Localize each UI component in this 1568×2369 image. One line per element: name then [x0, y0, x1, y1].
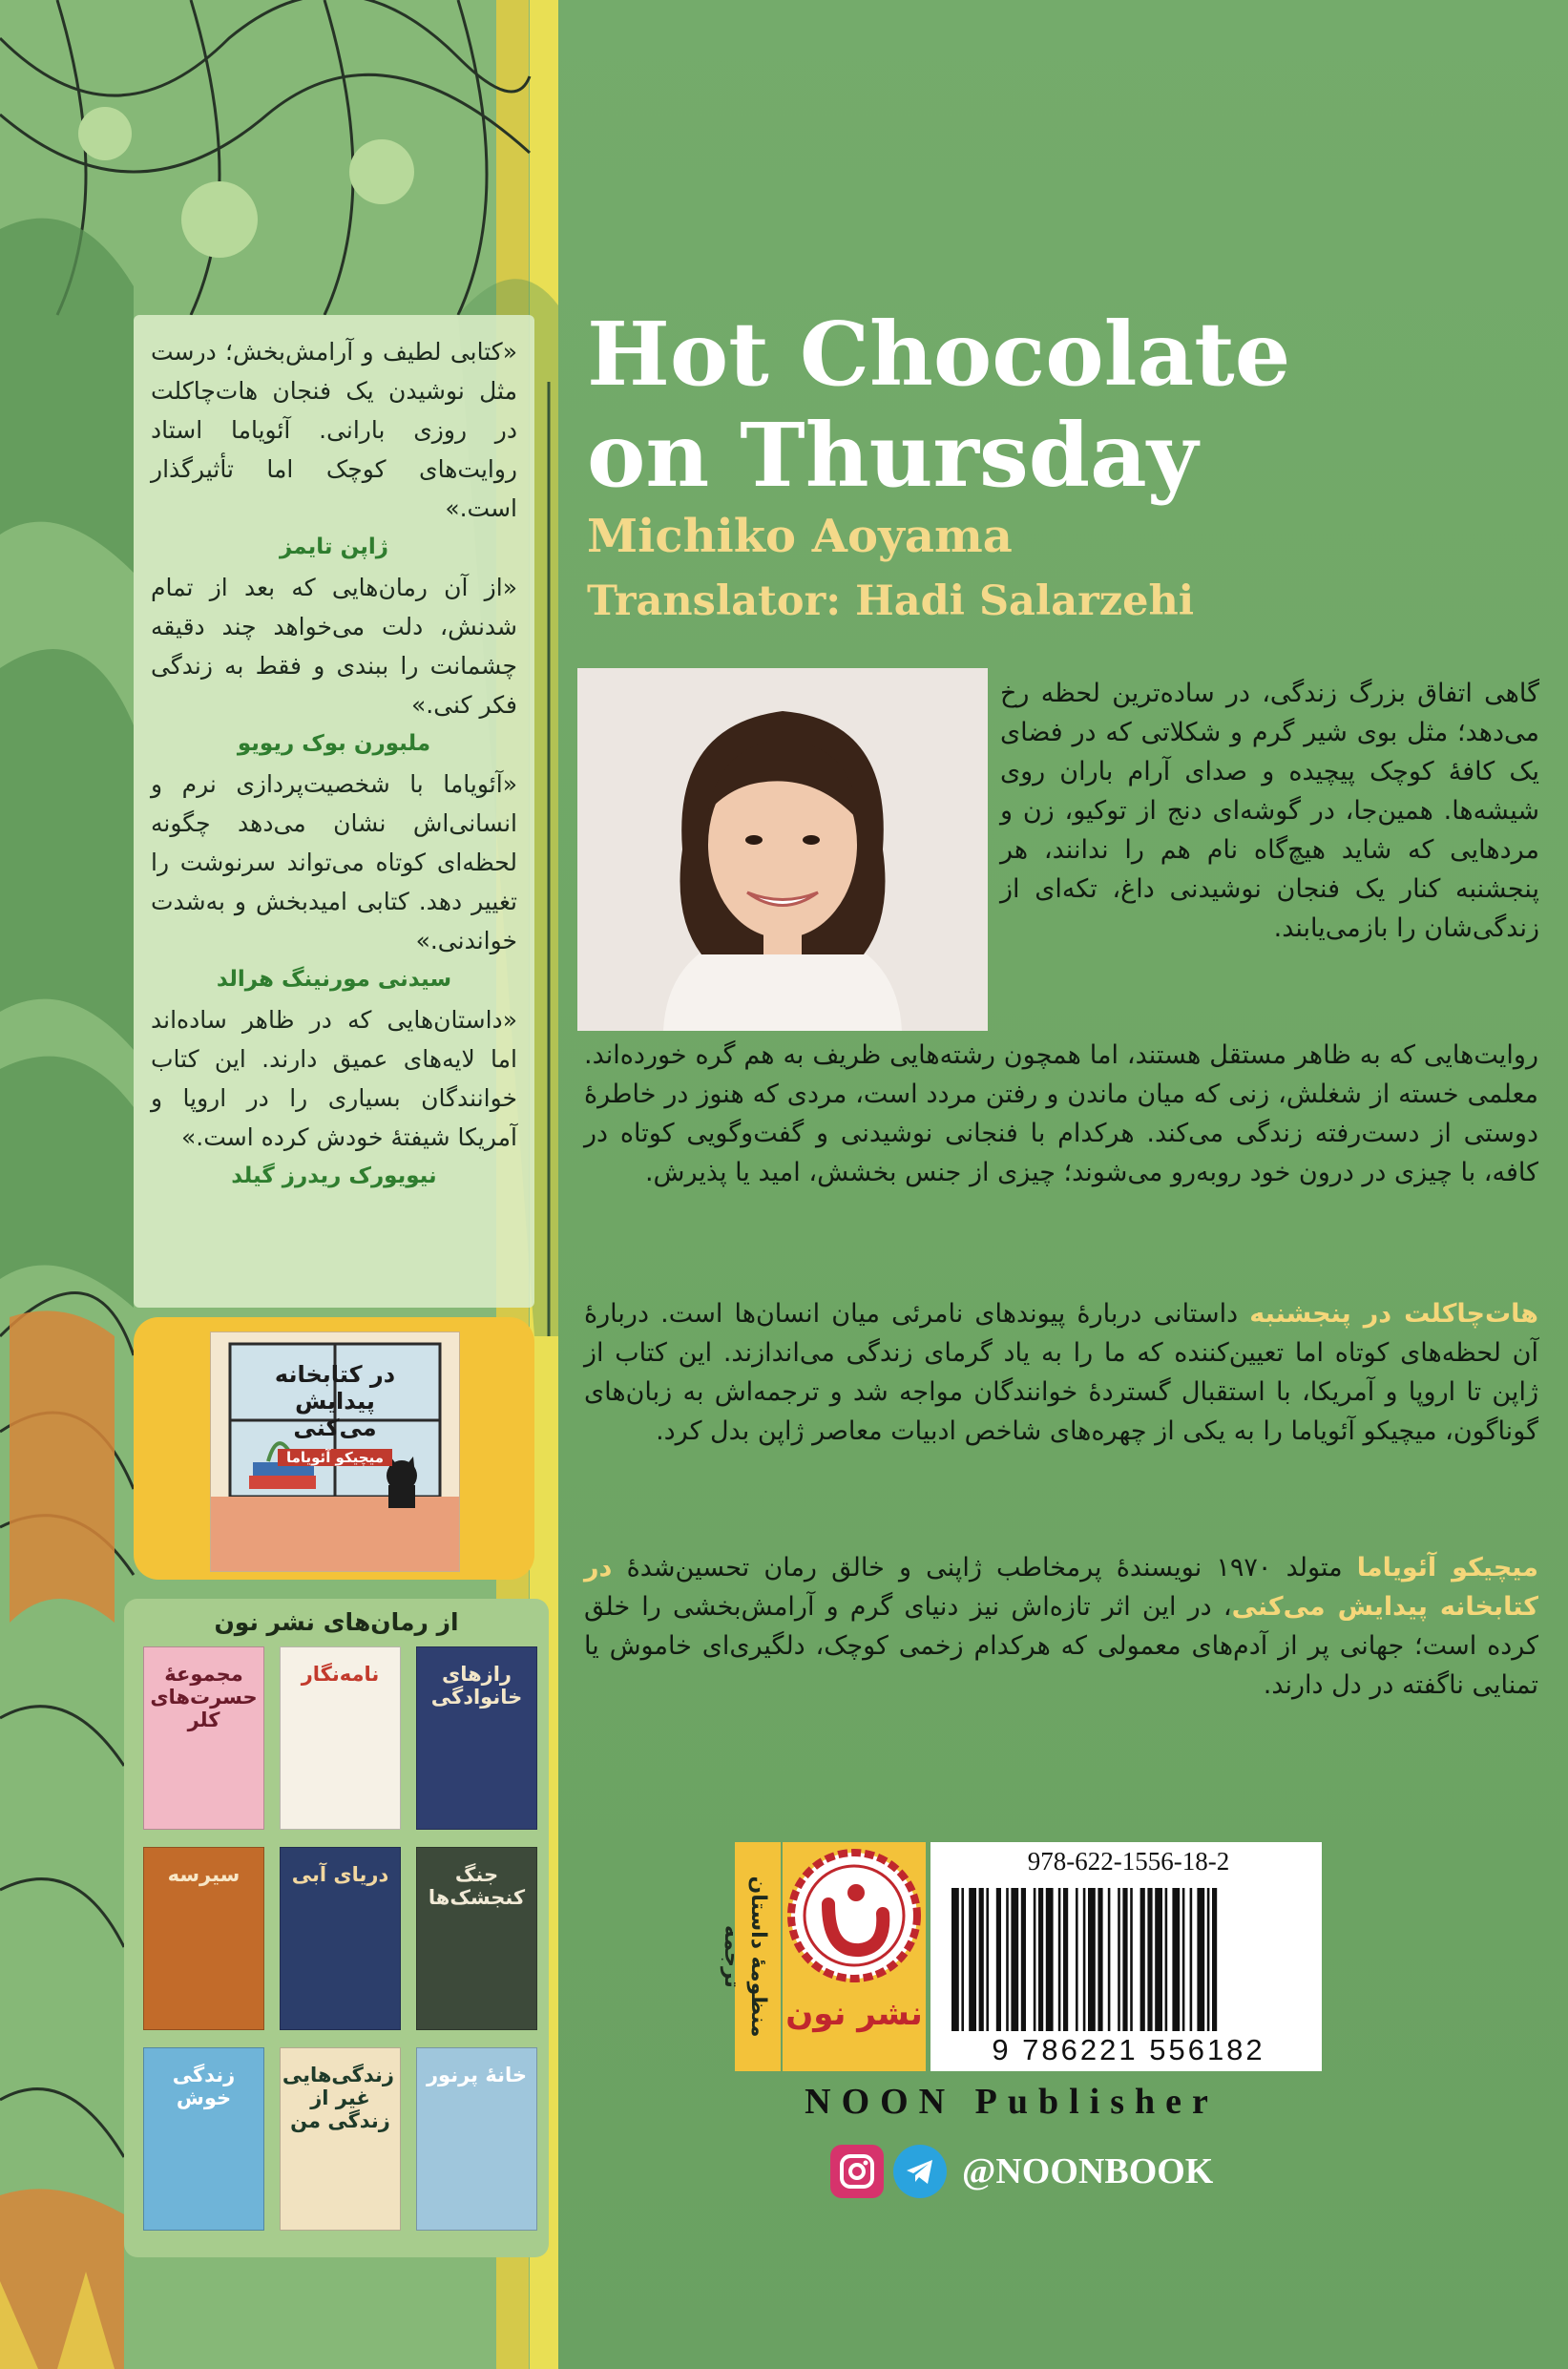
barcode-bar	[1063, 1888, 1068, 2031]
novel-title: مجموعهٔ حسرت‌های کلر	[150, 1663, 258, 1731]
novel-title: دریای آبی	[291, 1863, 389, 1886]
barcode-bar	[1046, 1888, 1054, 2031]
novel-title: نامه‌نگار	[301, 1663, 380, 1686]
barcode-bar	[1088, 1888, 1096, 2031]
quote-source: سیدنی مورنینگ هرالد	[216, 967, 452, 992]
publisher-name: NOON Publisher	[805, 2082, 1219, 2122]
barcode-bar	[986, 1888, 989, 2031]
quote-text: «آئویاما با شخصیت‌پردازی نرم و انسانی‌اش نشان می‌دهد چگونه لحظه‌ای کوتاه می‌تواند سرنوشت را تغییر دهد. کتابی امیدبخش و به‌شدت خواندنی.»	[151, 770, 517, 954]
book-title-persian: هات‌چاکلت در پنجشنبه	[1249, 1299, 1538, 1329]
barcode-bar	[1006, 1888, 1009, 2031]
book-title-line: Hot Chocolate	[587, 303, 1291, 406]
publisher-logo-text: نشر نون	[785, 1995, 923, 2033]
novel-cover	[280, 2047, 401, 2231]
book-title-line: on Thursday	[587, 404, 1199, 507]
barcode-bar	[1108, 1888, 1111, 2031]
novel-cover	[416, 2047, 537, 2231]
barcode-bar	[1038, 1888, 1043, 2031]
barcode-bar	[1165, 1888, 1168, 2031]
isbn: 978-622-1556-18-2	[1027, 1847, 1230, 1876]
novels-heading: از رمان‌های نشر نون	[214, 1608, 459, 1636]
series-label-box	[720, 1842, 781, 2071]
quote-text: «کتابی لطیف و آرامش‌بخش؛ درست مثل نوشیدن یک فنجان هات‌چاکلت در روزی بارانی. آئویاما استاد روایت‌های کوچک اما تأثیرگذار است.»	[151, 338, 517, 522]
barcode-bar	[1021, 1888, 1026, 2031]
barcode-bar	[951, 1888, 959, 2031]
telegram-icon[interactable]	[893, 2145, 947, 2198]
series-label: منظومهٔ داستان ترجمه	[720, 1876, 770, 2038]
author-bio-paragraph	[584, 1548, 1538, 1705]
social-handle[interactable]: @NOONBOOK	[962, 2151, 1214, 2191]
barcode-bar	[1190, 1888, 1193, 2031]
author-name: Michiko Aoyama	[587, 510, 1013, 563]
social-links	[830, 2138, 1213, 2205]
barcode-bar	[1155, 1888, 1162, 2031]
description-paragraph: روایت‌هایی که به ظاهر مستقل هستند، اما همچون رشته‌هایی ظریف به هم گره خورده‌اند. معلمی خسته از شغلش، زنی که میان ماندن و رفتن مردد است، مردی که هنوز در خاطرهٔ دوستی از دست‌رفته زندگی می‌کند. هرکدام با فنجانی نوشیدنی و گفت‌وگویی کوتاه در کافه، با چیزی در درون خود روبه‌رو می‌شوند؛ چیزی از جنس بخشش، امید یا پذیرش.	[584, 1040, 1538, 1187]
barcode-bar	[1076, 1888, 1078, 2031]
quote-text: «داستان‌هایی که در ظاهر ساده‌اند اما لایه‌های عمیق دارند. این کتاب خوانندگان بسیاری را در اروپا و آمریکا شیفتهٔ خودش کرده است.»	[151, 1006, 517, 1151]
publisher-logo-icon	[785, 1847, 924, 1985]
novel-title: زندگی‌هایی غیر از زندگی من	[282, 2064, 394, 2132]
novel-cover	[416, 1847, 537, 2030]
barcode-bar	[1130, 1888, 1133, 2031]
quote-source: نیویورک ریدرز گیلد	[231, 1164, 437, 1188]
barcode-bar	[1118, 1888, 1120, 2031]
novel-cover	[143, 1847, 264, 2030]
paragraph-text: متولد ۱۹۷۰ نویسندهٔ پرمخاطب ژاپنی و خالق رمان تحسین‌شدهٔ	[612, 1553, 1357, 1583]
barcode-bar	[1098, 1888, 1102, 2031]
barcode-bar	[1122, 1888, 1127, 2031]
barcode-digits: 9 786221 556182	[992, 2033, 1265, 2066]
novel-cover	[416, 1646, 537, 1830]
barcode-bar	[1058, 1888, 1061, 2031]
author-portrait	[577, 668, 988, 1031]
author-photo	[577, 668, 988, 1031]
novel-title: رازهای خانوادگی	[430, 1663, 523, 1709]
instagram-icon[interactable]	[830, 2145, 884, 2198]
barcode-bar	[1182, 1888, 1185, 2031]
barcode-bar	[1011, 1888, 1018, 2031]
novel-cover	[143, 1646, 264, 1830]
novel-cover	[280, 1847, 401, 2030]
quote-text: «از آن رمان‌هایی که بعد از تمام شدنش، دلت می‌خواهد چند دقیقه چشمانت را ببندی و فقط به زندگی فکر کنی.»	[151, 574, 517, 719]
barcode-bar	[969, 1888, 976, 2031]
featured-book-title: در کتابخانه پیدایش می‌کنی	[274, 1361, 396, 1441]
translator-name: Translator: Hadi Salarzehi	[587, 577, 1195, 625]
barcode-bar	[1140, 1888, 1145, 2031]
blurb-panel	[134, 315, 534, 1308]
paragraph-text: داستانی دربارهٔ پیوندهای نامرئی میان انسان‌ها است. دربارهٔ آن لحظه‌های کوتاه اما تعیین‌کننده که ما را به یاد گرمای زندگی می‌اندازند. این کتاب از ژاپن تا اروپا و آمریکا، با استقبال گستردهٔ خوانندگان مواجه شد و ترجمه‌اش به زبان‌های گوناگون، میچیکو آئویاما را به یکی از چهره‌های شاخص ادبیات معاصر ژاپن بدل کرد.	[584, 1299, 1538, 1446]
novel-title: زندگی خوش	[172, 2064, 236, 2109]
barcode-bar	[1147, 1888, 1152, 2031]
barcode-bar	[1212, 1888, 1217, 2031]
novel-cover	[280, 1646, 401, 1830]
book-title	[587, 304, 1541, 506]
quote-source: ژاپن تایمز	[279, 535, 389, 559]
author-name-persian: میچیکو آئویاما	[1356, 1553, 1539, 1583]
previous-book-title: در کتابخانه پیدایش می‌کنی	[584, 1553, 1539, 1622]
novel-title: خانهٔ پرنور	[426, 2064, 528, 2086]
paragraph-text: ، در این اثر تازه‌اش نیز دنیای گرم و آرامش‌بخشی را خلق کرده است؛ جهانی پر از آدم‌های معمولی که هرکدام زخمی کوچک، دلگیری‌ای خاموش یا تمنایی ناگفته در دل دارند.	[584, 1592, 1538, 1700]
barcode-bar	[1197, 1888, 1204, 2031]
barcode-bar	[996, 1888, 1001, 2031]
quote-source: ملبورن بوک ریویو	[237, 731, 431, 756]
novel-cover	[143, 2047, 264, 2231]
novel-title: سیرسه	[167, 1863, 240, 1886]
barcode-bar	[1083, 1888, 1086, 2031]
barcode-bar	[1172, 1888, 1180, 2031]
novel-title: جنگ کنجشک‌ها	[428, 1863, 526, 1909]
description-paragraph: گاهی اتفاق بزرگ زندگی، در ساده‌ترین لحظه رخ می‌دهد؛ مثل بوی شیر گرم و شکلاتی که در فضای یک کافهٔ کوچک پیچیده و صدای آرام باران روی شیشه‌ها. همین‌جا، در گوشه‌ای دنج از توکیو، زن و مردهایی که شاید هیچ‌گاه نام هم را ندانند، هر پنجشنبه کنار یک فنجان نوشیدنی داغ، تکه‌ای از زندگی‌شان را بازمی‌یابند.	[1000, 679, 1539, 943]
description-paragraph	[584, 1294, 1538, 1451]
featured-book-author: میچیکو آئویاما	[278, 1449, 392, 1466]
barcode-bar	[979, 1888, 984, 2031]
barcode-bar	[1034, 1888, 1036, 2031]
barcode-bar	[961, 1888, 964, 2031]
featured-book-cover	[210, 1331, 460, 1572]
barcode-bar	[1207, 1888, 1210, 2031]
